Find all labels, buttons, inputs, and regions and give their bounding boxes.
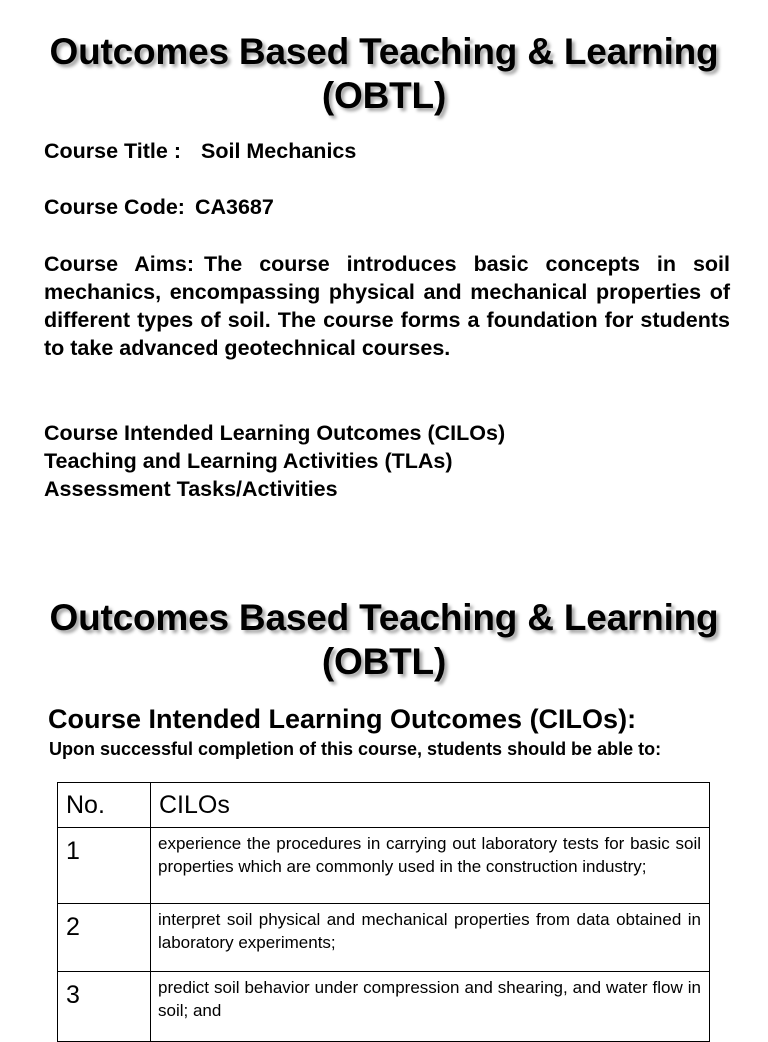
- cilos-subheading: Upon successful completion of this course, students should be able to:: [49, 739, 662, 759]
- cilo-description: experience the procedures in carrying out laboratory tests for basic soil properties which are commonly used in the construction industry;: [151, 828, 710, 904]
- cilo-number: 2: [58, 904, 151, 972]
- table-header-row: [58, 783, 710, 828]
- header-cilos: CILOs: [151, 783, 710, 828]
- cilo-number: 3: [58, 972, 151, 1042]
- cilo-description: interpret soil physical and mechanical properties from data obtained in laboratory experiments;: [151, 904, 710, 972]
- course-code-value: CA3687: [194, 195, 274, 219]
- cilos-table: [57, 782, 710, 1042]
- table-row: [58, 972, 710, 1042]
- slide-title-line-1: Outcomes Based Teaching & Learning: [49, 31, 719, 72]
- slide-title-line-1: Outcomes Based Teaching & Learning: [49, 597, 719, 638]
- cilo-number: 1: [58, 828, 151, 904]
- table-row: [58, 904, 710, 972]
- list-item-cilos: Course Intended Learning Outcomes (CILOs): [44, 421, 506, 445]
- slide-title-line-2: (OBTL): [321, 75, 447, 116]
- table-row: [58, 828, 710, 904]
- course-code-line: [44, 193, 730, 221]
- course-title-label: Course Title :: [44, 139, 181, 163]
- course-aims-label: Course Aims:: [44, 252, 194, 276]
- slide-title: [0, 596, 768, 684]
- course-title-line: [44, 137, 730, 165]
- list-item-assessment: Assessment Tasks/Activities: [44, 477, 338, 501]
- list-item-tlas: Teaching and Learning Activities (TLAs): [44, 449, 453, 473]
- course-aims-text: The course introduces basic concepts in soil mechanics, encompassing physical and mechanical properties of different types of soil. The course forms a foundation for students to take advanced geotechnical courses.: [44, 252, 731, 360]
- slide-title: [0, 30, 768, 118]
- header-no: No.: [58, 783, 151, 828]
- cilo-description: predict soil behavior under compression and shearing, and water flow in soil; and: [151, 972, 710, 1042]
- course-aims-paragraph: [44, 250, 730, 362]
- slide-title-line-2: (OBTL): [321, 641, 447, 682]
- slide-cilos: [0, 560, 768, 1024]
- cilos-heading: Course Intended Learning Outcomes (CILOs):: [48, 704, 637, 734]
- course-code-label: Course Code:: [44, 195, 185, 219]
- course-title-value: Soil Mechanics: [201, 139, 357, 163]
- obtl-components-list: [44, 419, 730, 503]
